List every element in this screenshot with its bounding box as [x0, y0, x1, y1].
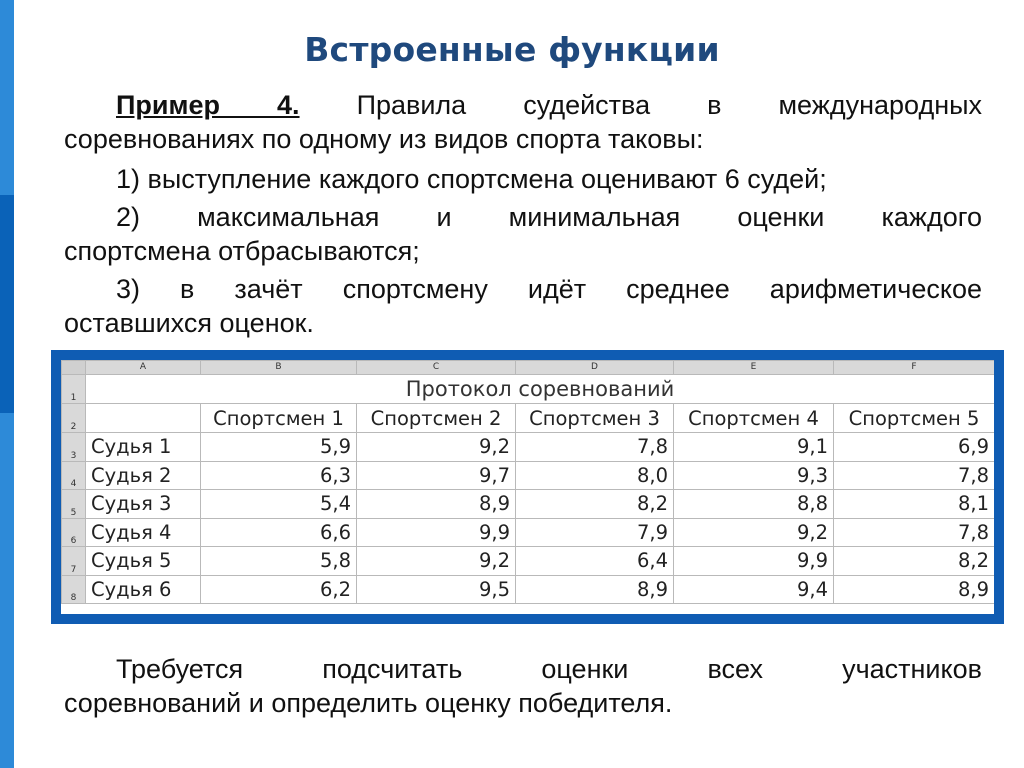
score-cell[interactable]: 9,2 [674, 518, 834, 547]
column-header-a[interactable]: A [86, 361, 201, 375]
table-title-cell[interactable]: Протокол соревнований [86, 375, 995, 404]
score-cell[interactable]: 8,2 [834, 547, 995, 576]
column-header-f[interactable]: F [834, 361, 995, 375]
score-cell[interactable]: 8,9 [357, 490, 516, 519]
task-line-2: соревнований и определить оценку победителя. [64, 688, 673, 718]
column-header-d[interactable]: D [516, 361, 674, 375]
score-cell[interactable]: 6,9 [834, 433, 995, 462]
column-header-c[interactable]: C [357, 361, 516, 375]
table-row [62, 547, 995, 576]
example-label: Пример 4. [116, 90, 300, 120]
rule-2-line-1: 2) максимальная и минимальная оценки каждого [116, 202, 982, 232]
score-cell[interactable]: 6,6 [201, 518, 357, 547]
score-cell[interactable]: 9,9 [674, 547, 834, 576]
judge-cell[interactable]: Судья 4 [86, 518, 201, 547]
spreadsheet-frame [51, 350, 1004, 624]
score-cell[interactable]: 9,2 [357, 547, 516, 576]
header-cell-athlete-1[interactable]: Спортсмен 1 [201, 404, 357, 433]
rule-3 [64, 272, 982, 340]
score-cell[interactable]: 7,8 [516, 433, 674, 462]
task-paragraph [64, 652, 982, 720]
table-row [62, 575, 995, 604]
score-cell[interactable]: 5,9 [201, 433, 357, 462]
competition-table [61, 360, 994, 604]
table-row [62, 404, 995, 433]
score-cell[interactable]: 9,4 [674, 575, 834, 604]
table-row [62, 375, 995, 404]
score-cell[interactable]: 6,3 [201, 461, 357, 490]
rule-3-line-2: оставшихся оценок. [64, 308, 314, 338]
score-cell[interactable]: 9,1 [674, 433, 834, 462]
score-cell[interactable]: 8,9 [834, 575, 995, 604]
score-cell[interactable]: 8,9 [516, 575, 674, 604]
score-cell[interactable]: 8,1 [834, 490, 995, 519]
score-cell[interactable]: 9,2 [357, 433, 516, 462]
score-cell[interactable]: 8,8 [674, 490, 834, 519]
score-cell[interactable]: 5,8 [201, 547, 357, 576]
score-cell[interactable]: 7,8 [834, 461, 995, 490]
rule-2-line-2: спортсмена отбрасываются; [64, 236, 420, 266]
table-row [62, 461, 995, 490]
judge-cell[interactable]: Судья 3 [86, 490, 201, 519]
row-header[interactable]: 3 [62, 433, 86, 462]
header-cell-athlete-3[interactable]: Спортсмен 3 [516, 404, 674, 433]
table-row [62, 433, 995, 462]
judge-cell[interactable]: Судья 2 [86, 461, 201, 490]
rule-3-line-1: 3) в зачёт спортсмену идёт среднее арифметическое [116, 274, 982, 304]
score-cell[interactable]: 7,9 [516, 518, 674, 547]
row-header[interactable]: 8 [62, 575, 86, 604]
left-accent-block [0, 195, 14, 413]
select-all-corner[interactable] [62, 361, 86, 375]
score-cell[interactable]: 9,3 [674, 461, 834, 490]
score-cell[interactable]: 8,2 [516, 490, 674, 519]
spreadsheet [61, 360, 994, 614]
rule-2 [64, 200, 982, 268]
score-cell[interactable]: 9,7 [357, 461, 516, 490]
column-header-e[interactable]: E [674, 361, 834, 375]
judge-cell[interactable]: Судья 1 [86, 433, 201, 462]
rule-1-text: 1) выступление каждого спортсмена оценивают 6 судей; [116, 164, 827, 194]
row-header[interactable]: 5 [62, 490, 86, 519]
table-row [62, 518, 995, 547]
judge-cell[interactable]: Судья 5 [86, 547, 201, 576]
task-line-1: Требуется подсчитать оценки всех участников [116, 654, 982, 684]
example-line-1-text: Правила судейства в международных [356, 90, 983, 120]
header-cell-athlete-2[interactable]: Спортсмен 2 [357, 404, 516, 433]
rule-1 [64, 162, 982, 196]
score-cell[interactable]: 8,0 [516, 461, 674, 490]
row-header[interactable]: 4 [62, 461, 86, 490]
example-paragraph [64, 88, 982, 156]
row-header[interactable]: 6 [62, 518, 86, 547]
score-cell[interactable]: 9,5 [357, 575, 516, 604]
score-cell[interactable]: 6,2 [201, 575, 357, 604]
column-header-b[interactable]: B [201, 361, 357, 375]
example-line-1 [64, 88, 982, 122]
score-cell[interactable]: 7,8 [834, 518, 995, 547]
slide-title: Встроенные функции [304, 30, 720, 69]
score-cell[interactable]: 5,4 [201, 490, 357, 519]
score-cell[interactable]: 6,4 [516, 547, 674, 576]
header-cell-athlete-4[interactable]: Спортсмен 4 [674, 404, 834, 433]
example-line-2: соревнованиях по одному из видов спорта таковы: [64, 124, 704, 154]
table-row [62, 490, 995, 519]
row-header[interactable]: 7 [62, 547, 86, 576]
empty-cell[interactable] [86, 404, 201, 433]
row-header[interactable]: 1 [62, 375, 86, 404]
row-header[interactable]: 2 [62, 404, 86, 433]
judge-cell[interactable]: Судья 6 [86, 575, 201, 604]
header-cell-athlete-5[interactable]: Спортсмен 5 [834, 404, 995, 433]
column-header-row [62, 361, 995, 375]
score-cell[interactable]: 9,9 [357, 518, 516, 547]
